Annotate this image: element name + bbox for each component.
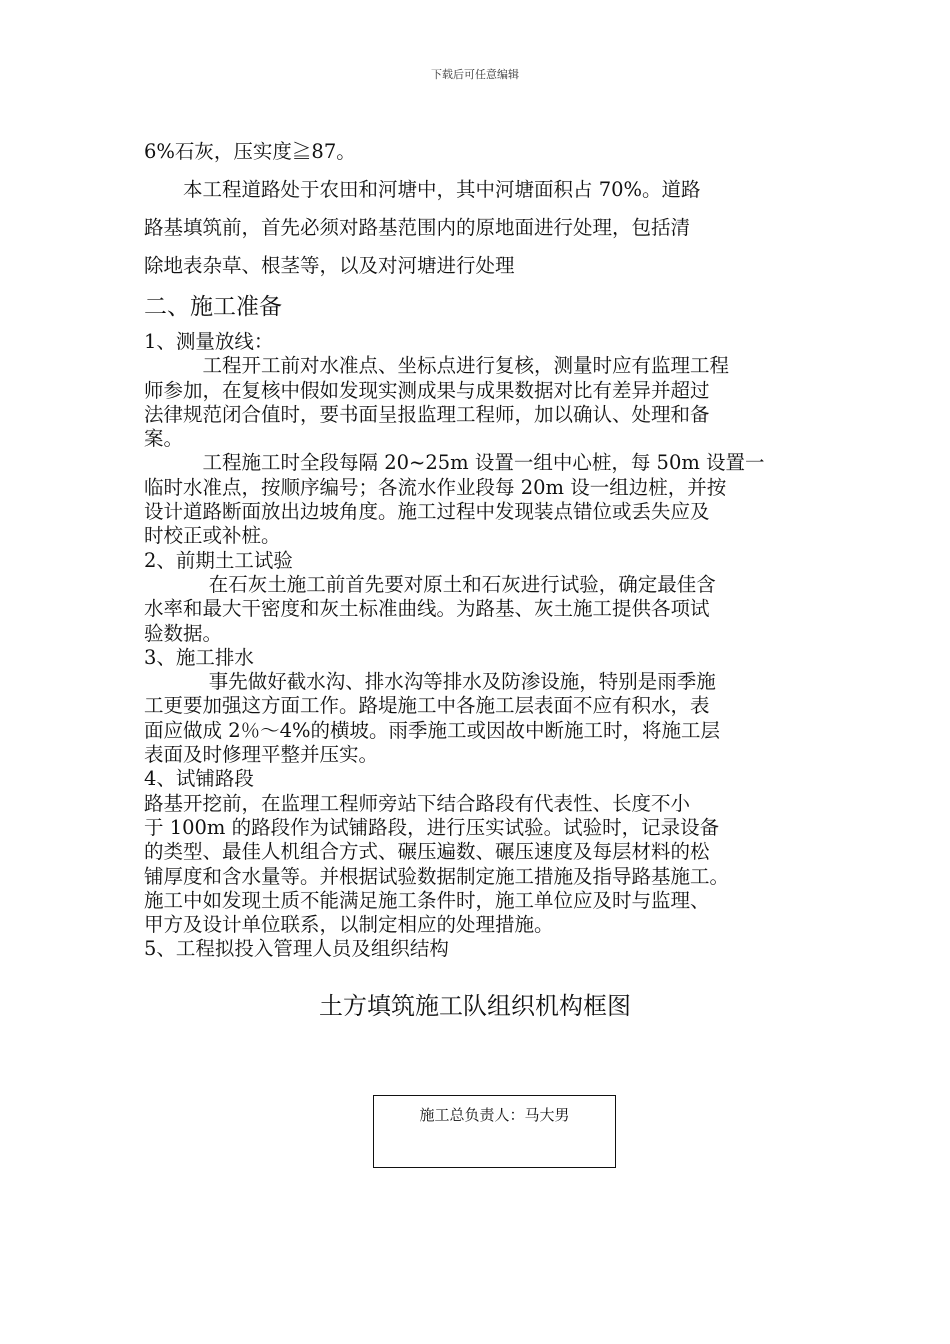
body-line: 工程开工前对水准点、坐标点进行复核，测量时应有监理工程 bbox=[144, 354, 730, 378]
intro-line-2: 本工程道路处于农田和河塘中，其中河塘面积占 70%。道路 bbox=[144, 178, 701, 201]
body-line: 法律规范闭合值时，要书面呈报监理工程师，加以确认、处理和备 bbox=[144, 402, 710, 426]
body-line: 工更要加强这方面工作。路堤施工中各施工层表面不应有积水，表 bbox=[144, 694, 710, 718]
section-title: 二、施工准备 bbox=[144, 294, 282, 320]
org-chart-top-box-label: 施工总负责人：马大男 bbox=[419, 1106, 570, 1124]
body-line: 水率和最大干密度和灰土标准曲线。为路基、灰土施工提供各项试 bbox=[144, 597, 710, 621]
body-line: 临时水准点，按顺序编号；各流水作业段每 20m 设一组边桩，并按 bbox=[144, 475, 727, 499]
body-line: 甲方及设计单位联系，以制定相应的处理措施。 bbox=[144, 913, 554, 937]
body-line: 施工中如发现土质不能满足施工条件时，施工单位应及时与监理、 bbox=[144, 888, 710, 912]
intro-line-1: 6%石灰，压实度≧87。 bbox=[144, 140, 356, 163]
body-line: 设计道路断面放出边坡角度。施工过程中发现装点错位或丢失应及 bbox=[144, 500, 710, 524]
body-line: 铺厚度和含水量等。并根据试验数据制定施工措施及指导路基施工。 bbox=[144, 864, 730, 888]
body-line: 验数据。 bbox=[144, 621, 223, 645]
intro-line-3: 路基填筑前，首先必须对路基范围内的原地面进行处理，包括清 bbox=[144, 216, 691, 239]
body-line: 表面及时修理平整并压实。 bbox=[144, 743, 379, 767]
body-line: 4、试铺路段 bbox=[144, 767, 254, 791]
body-line: 5、工程拟投入管理人员及组织结构 bbox=[144, 937, 449, 961]
body-line: 1、测量放线： bbox=[144, 330, 274, 353]
body-line: 工程施工时全段每隔 20~25m 设置一组中心桩，每 50m 设置一 bbox=[144, 451, 765, 475]
body-line: 的类型、最佳人机组合方式、碾压遍数、碾压速度及每层材料的松 bbox=[144, 840, 710, 864]
body-line: 案。 bbox=[144, 427, 184, 451]
body-line: 师参加，在复核中假如发现实测成果与成果数据对比有差异并超过 bbox=[144, 378, 710, 402]
body-line: 3、施工排水 bbox=[144, 645, 254, 669]
body-line: 面应做成 2％～4%的横坡。雨季施工或因故中断施工时，将施工层 bbox=[144, 718, 721, 742]
body-line: 事先做好截水沟、排水沟等排水及防渗设施，特别是雨季施 bbox=[144, 670, 716, 694]
body-line: 路基开挖前，在监理工程师旁站下结合路段有代表性、长度不小 bbox=[144, 791, 691, 815]
body-line: 在石灰土施工前首先要对原土和石灰进行试验，确定最佳含 bbox=[144, 572, 716, 596]
org-chart-top-box bbox=[373, 1095, 616, 1168]
org-chart-title: 土方填筑施工队组织机构框图 bbox=[319, 992, 631, 1020]
body-line: 2、前期土工试验 bbox=[144, 548, 293, 572]
body-line: 于 100m 的路段作为试铺路段，进行压实试验。试验时，记录设备 bbox=[144, 815, 720, 839]
intro-line-4: 除地表杂草、根茎等，以及对河塘进行处理 bbox=[144, 254, 515, 277]
body-text-block bbox=[144, 330, 824, 962]
body-line: 时校正或补桩。 bbox=[144, 524, 281, 548]
page-header-note: 下载后可任意编辑 bbox=[431, 68, 519, 81]
